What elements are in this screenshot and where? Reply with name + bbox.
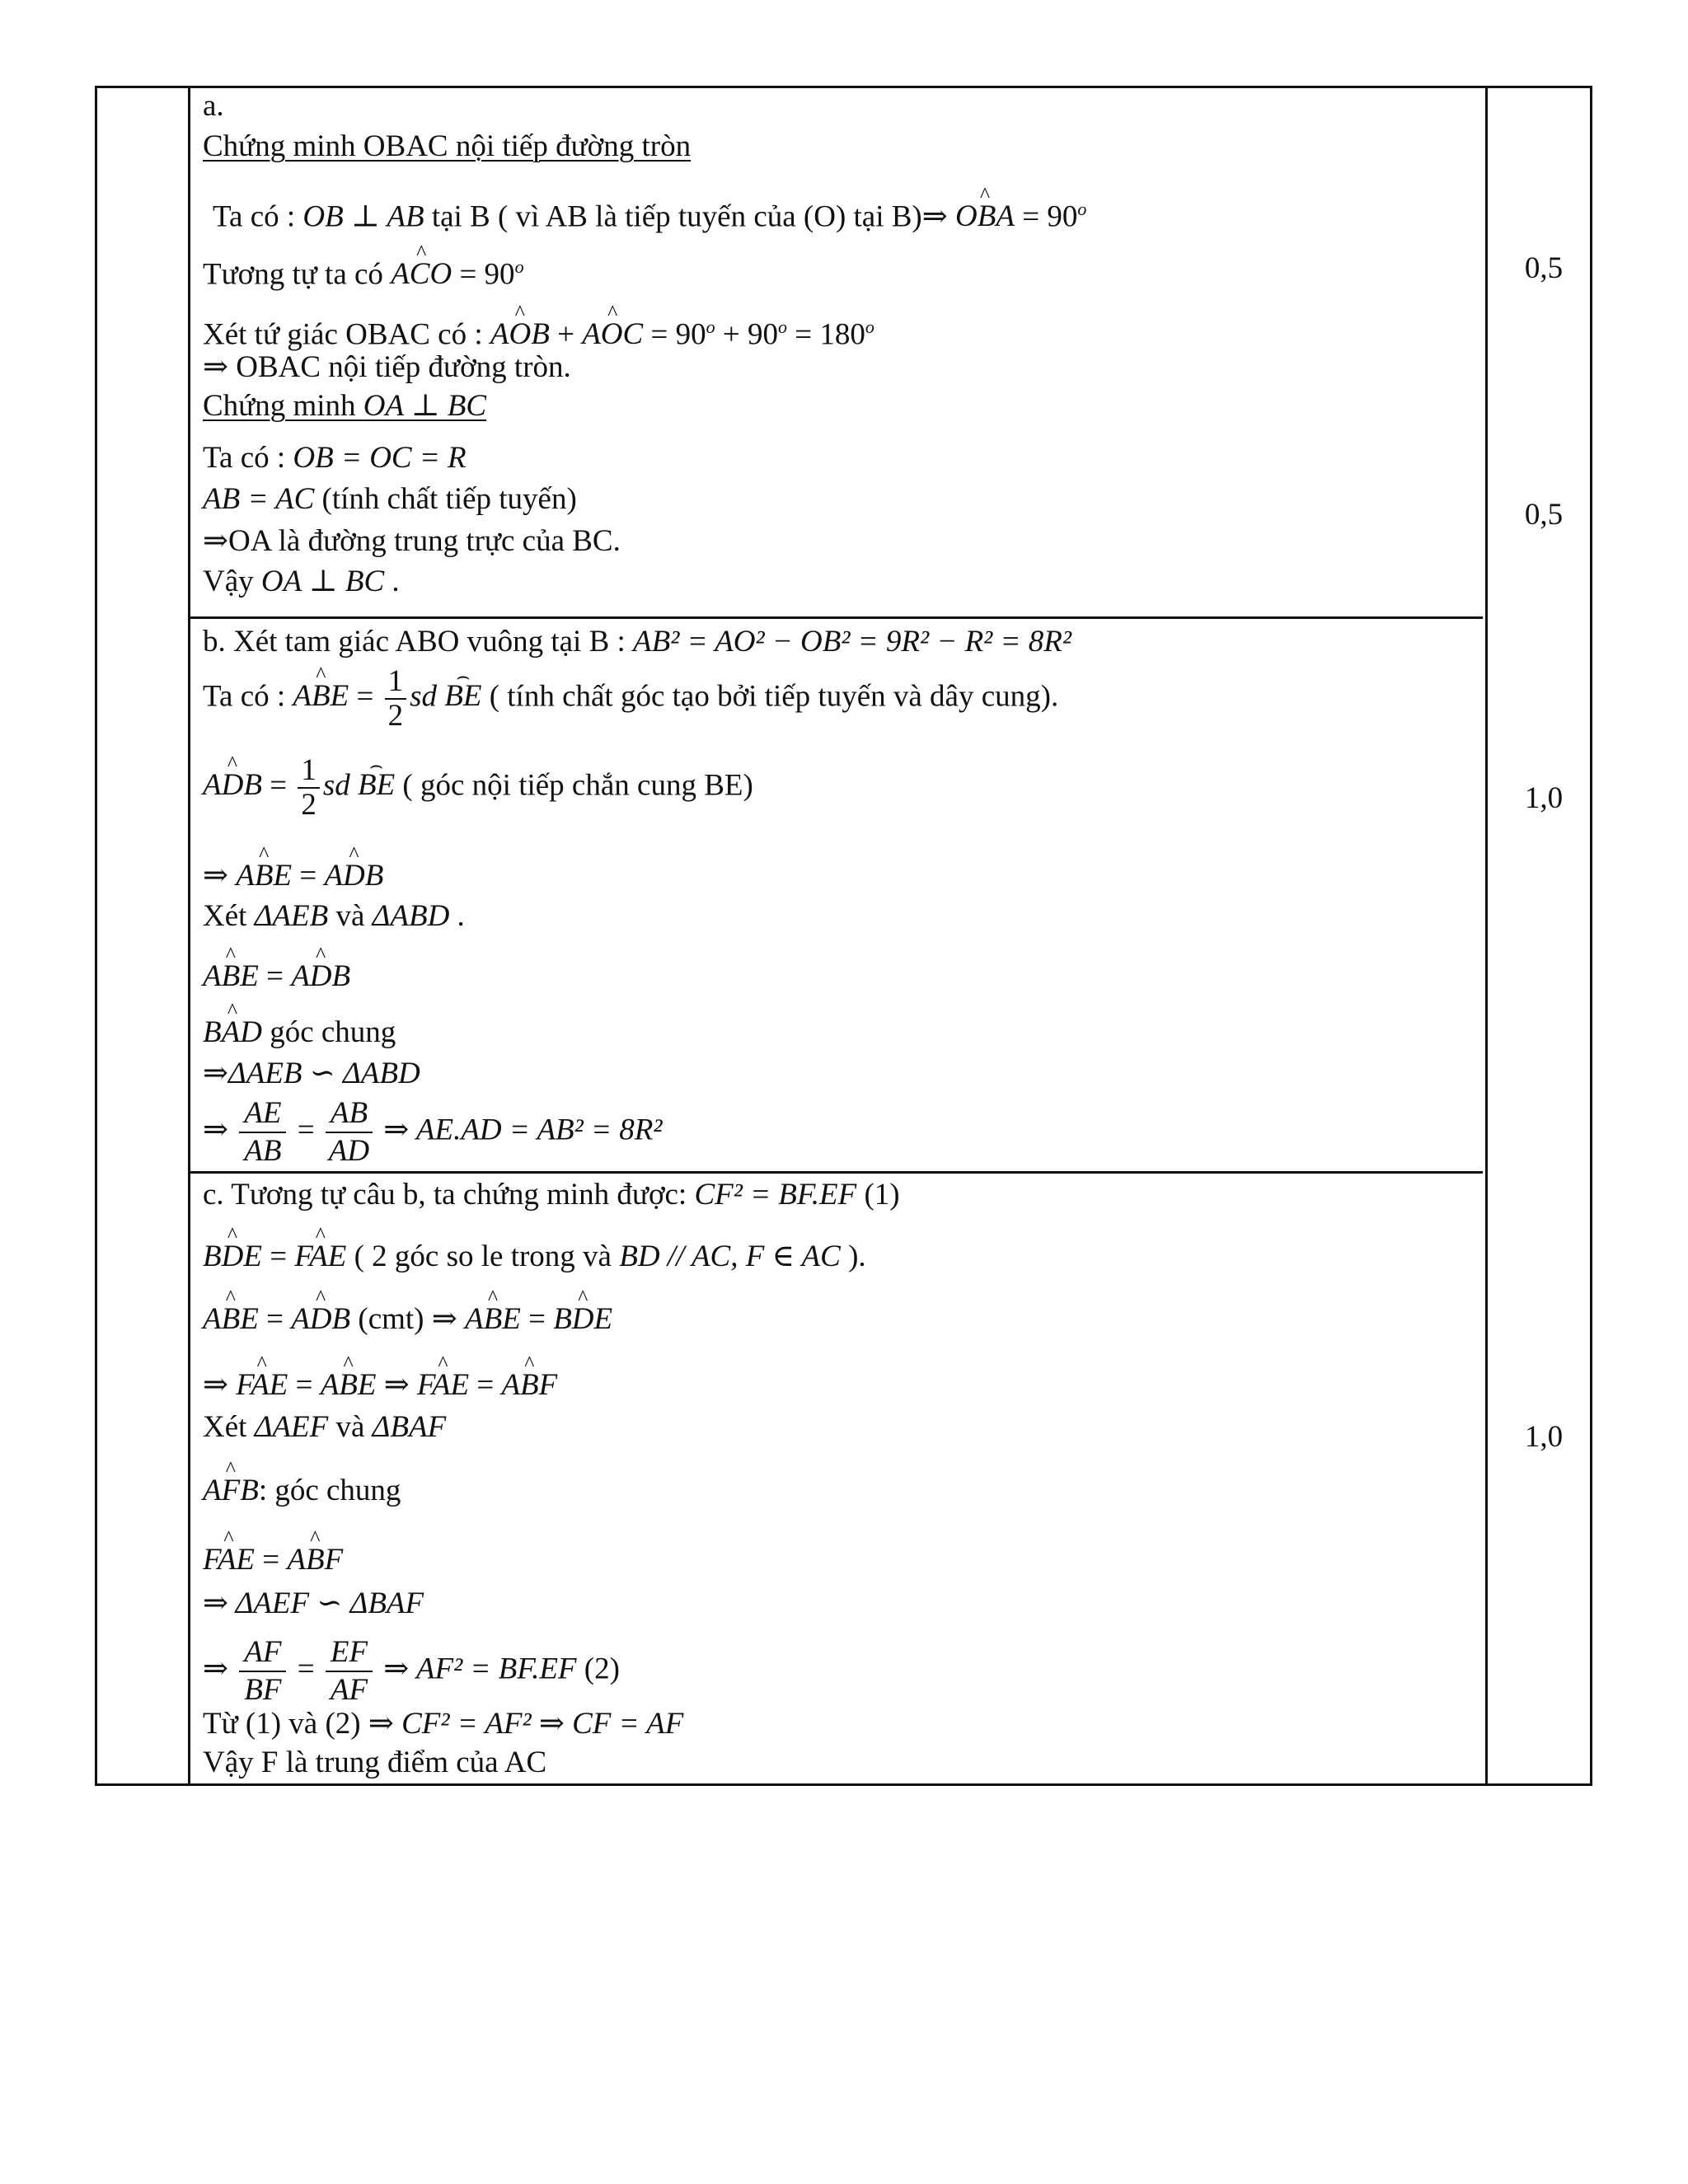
part-a-heading-1: Chứng minh OBAC nội tiếp đường tròn — [203, 129, 692, 163]
part-a-line-6: AB = AC (tính chất tiếp tuyến) — [203, 482, 577, 516]
part-b-line-7: ^ BAD góc chung — [203, 1015, 396, 1051]
part-a-line-8: Vậy OA ⊥ BC . — [203, 565, 400, 598]
part-b-line-8: ⇒ΔAEB ∽ ΔABD — [203, 1057, 420, 1090]
part-c-line-1: c. Tương tự câu b, ta chứng minh được: CF² = BF.EF (1) — [203, 1178, 900, 1212]
part-b-line-3: ^ ADB = $\frac{1}{2}$ sd ⌢ BE ( góc nội tiếp chắn cung BE) — [203, 754, 753, 822]
part-a-line-3: Xét tứ giác OBAC có : ^ AOB + ^ AOC = $90^o + 90^o = 180^o$ — [203, 309, 874, 353]
part-c-line-4: ⇒ ^ FAE = ^ ABE ⇒ ^ FAE = ^ ABF — [203, 1367, 557, 1404]
answer-table — [95, 86, 1592, 1786]
part-b-line-6: ^ ABE = ^ ADB — [203, 958, 350, 995]
part-a-line-5: Ta có : OB = OC = R — [203, 441, 467, 475]
row-divider-1 — [188, 616, 1483, 619]
row-divider-2 — [188, 1171, 1483, 1174]
part-b-score: 1,0 — [1524, 781, 1564, 815]
part-a-label: a. — [203, 89, 224, 123]
part-c-line-6: ^ AFB: góc chung — [203, 1473, 401, 1509]
part-a-heading-2: Chứng minh OA ⊥ BC — [203, 389, 487, 423]
part-c-line-2: ^ BDE = ^ FAE ( 2 góc so le trong và BD // AC, F ∈ AC ). — [203, 1239, 866, 1275]
part-a-score-2: 0,5 — [1524, 498, 1564, 532]
angle-OBA: ^ OBA — [955, 199, 1015, 235]
part-c-line-10: Từ (1) và (2) ⇒ CF² = AF² ⇒ CF = AF — [203, 1707, 684, 1741]
part-c-line-9: ⇒ $\frac{AF}{BF}$ = $\frac{EF}{AF}$ ⇒ AF² = BF.EF (2) — [203, 1635, 620, 1707]
part-c-line-5: Xét ΔAEF và ΔBAF — [203, 1410, 447, 1444]
column-divider-2 — [1485, 88, 1488, 1783]
part-b-line-1: b. Xét tam giác ABO vuông tại B : AB² = AO² − OB² = 9R² − R² = 8R² — [203, 625, 1071, 658]
part-a-line-1: Ta có : OB ⊥ AB tại B ( vì AB là tiếp tuyến của (O) tại B)⇒ ^ OBA = $90^o$ — [213, 191, 1086, 235]
part-b-line-9: ⇒ $\frac{AE}{AB}$ = $\frac{AB}{AD}$ ⇒ AE.AD = AB² = 8R² — [203, 1096, 663, 1168]
part-c-line-7: ^ FAE = ^ ABF — [203, 1542, 343, 1578]
part-a-line-2: Tương tự ta có ^ ACO = $90^o$ — [203, 249, 524, 293]
part-a-line-4: ⇒ OBAC nội tiếp đường tròn. — [203, 350, 571, 384]
part-c-line-8: ⇒ ΔAEF ∽ ΔBAF — [203, 1586, 424, 1620]
part-b-line-4: ⇒ ^ ABE = ^ ADB — [203, 858, 383, 894]
part-c-line-11: Vậy F là trung điểm của AC — [203, 1746, 547, 1779]
column-divider-1 — [188, 88, 190, 1783]
part-a-score-1: 0,5 — [1524, 251, 1564, 285]
part-a-line-7: ⇒OA là đường trung trực của BC. — [203, 524, 621, 558]
part-c-score: 1,0 — [1524, 1420, 1564, 1454]
part-b-line-5: Xét ΔAEB và ΔABD . — [203, 899, 465, 933]
part-c-line-3: ^ ABE = ^ ADB (cmt) ⇒ ^ ABE = ^ BDE — [203, 1301, 612, 1338]
part-b-line-2: Ta có : ^ ABE = $\frac{1}{2}$ sd ⌢ BE ( tính chất góc tạo bởi tiếp tuyến và dây cung). — [203, 665, 1058, 733]
